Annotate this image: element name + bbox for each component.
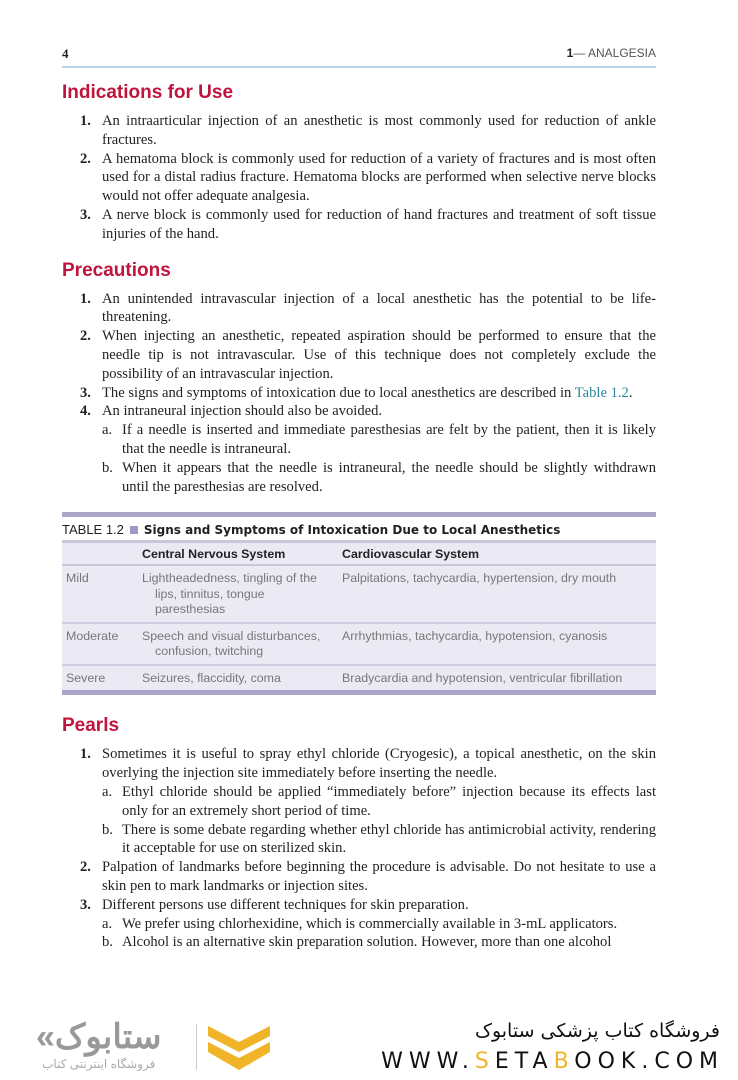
- section-pearls: [62, 715, 656, 952]
- section-indications: [62, 82, 656, 244]
- page-number: 4: [62, 46, 69, 61]
- sub-list-item: a. If a needle is inserted and immediate paresthesias are felt by the patient, then it is likely that the needle is intraneural.: [102, 422, 656, 457]
- sub-list-item: b. There is some debate regarding whether ethyl chloride has antimicrobial activity, rendering it acceptable for use on sterilized skin.: [102, 821, 656, 857]
- chapter-number: 1: [566, 46, 574, 60]
- list-item: 2. A hematoma block is commonly used for reduction of a variety of fractures and is most often used for a distal radius fracture. Hematoma blocks are performed when selective nerve blocks would not offer adequate analgesia.: [80, 150, 656, 205]
- section-heading: Precautions: [62, 259, 171, 281]
- table-caption: TABLE 1.2 Signs and Symptoms of Intoxication Due to Local Anesthetics: [62, 517, 656, 543]
- chapter-name: — ANALGESIA: [573, 46, 656, 60]
- watermark-footer: [0, 1016, 738, 1080]
- list-item: 3. The signs and symptoms of intoxication due to local anesthetics are described in Table 1.2.: [80, 384, 633, 401]
- list-item: 1. An intraarticular injection of an anesthetic is most commonly used for reduction of ankle fractures.: [80, 113, 656, 148]
- table-link[interactable]: Table 1.2: [574, 384, 629, 401]
- section-precautions: [62, 260, 656, 497]
- divider: [196, 1024, 197, 1070]
- list-item: 2. Palpation of landmarks before beginning the procedure is advisable. Do not hesitate to use a skin pen to mark landmarks or injection sites.: [80, 859, 656, 894]
- table-header-row: Central Nervous System Cardiovascular System: [62, 543, 656, 565]
- sub-list-item: b. Alcohol is an alternative skin preparation solution. However, more than one alcohol: [102, 934, 612, 951]
- sub-list-item: a. Ethyl chloride should be applied “immediately before” injection because its effects last only for an extremely short period of time.: [102, 783, 656, 819]
- section-heading: Pearls: [62, 715, 120, 737]
- list-item: 3. A nerve block is commonly used for reduction of hand fractures and treatment of soft tissue injuries of the hand.: [80, 206, 656, 242]
- list-item: 1. An unintended intravascular injection of a local anesthetic has the potential to be life-threatening.: [80, 290, 656, 326]
- list-item: 3. Different persons use different techniques for skin preparation. a. We prefer using chlorhexidine, which is commercially available in 3-mL applicators. b. Alcohol is an alternative skin preparation solution. However, more than one alcohol: [62, 896, 656, 952]
- running-header: [62, 46, 656, 68]
- setabook-logo: «ستابوک فروشگاه اینترنتی کتاب: [36, 1018, 162, 1071]
- chapter-title: [567, 46, 656, 66]
- section-heading: Indications for Use: [62, 82, 234, 103]
- table-row: Moderate Speech and visual disturbances, confusion, twitching Arrhythmias, tachycardia, hypotension, cyanosis: [62, 623, 656, 665]
- page-content: [62, 82, 656, 968]
- store-url[interactable]: WWW.SETABOOK.COM: [381, 1049, 724, 1074]
- sub-list-item: a. We prefer using chlorhexidine, which is commercially available in 3-mL applicators.: [102, 915, 618, 932]
- table-row: Severe Seizures, flaccidity, coma Bradycardia and hypotension, ventricular fibrillation: [62, 665, 656, 691]
- table-row: Mild Lightheadedness, tingling of the lips, tinnitus, tongue paresthesias Palpitations, tachycardia, hypertension, dry mouth: [66, 571, 617, 617]
- table-1-2: [62, 512, 656, 695]
- square-bullet-icon: [130, 526, 138, 534]
- chevron-logo-icon: [206, 1022, 272, 1072]
- list-item: 1. Sometimes it is useful to spray ethyl chloride (Cryogesic), a topical anesthetic, on the skin overlying the injection site immediately before inserting the needle. a. Ethyl chloride should be applied “immediately before” injection because its effects last only for an extremely short period of time. b. There is some debate regarding whether ethyl chloride has antimicrobial activity, rendering it acceptable for use on sterilized skin.: [80, 746, 656, 857]
- list-item: 4. An intraneural injection should also be avoided. a. If a needle is inserted and immediate paresthesias are felt by the patient, then it is likely that the needle is intraneural. b. When it appears that the needle is intraneural, the needle should be slightly withdrawn until the paresthesias are resolved.: [80, 403, 656, 495]
- sub-list-item: b. When it appears that the needle is intraneural, the needle should be slightly withdrawn until the paresthesias are resolved.: [102, 459, 656, 495]
- store-name: فروشگاه کتاب پزشکی ستابوک: [474, 1020, 720, 1042]
- list-item: 2. When injecting an anesthetic, repeated aspiration should be performed to ensure that the needle tip is not intravascular. Use of this technique does not completely exclude the possibility of an intravascular injection.: [80, 328, 656, 382]
